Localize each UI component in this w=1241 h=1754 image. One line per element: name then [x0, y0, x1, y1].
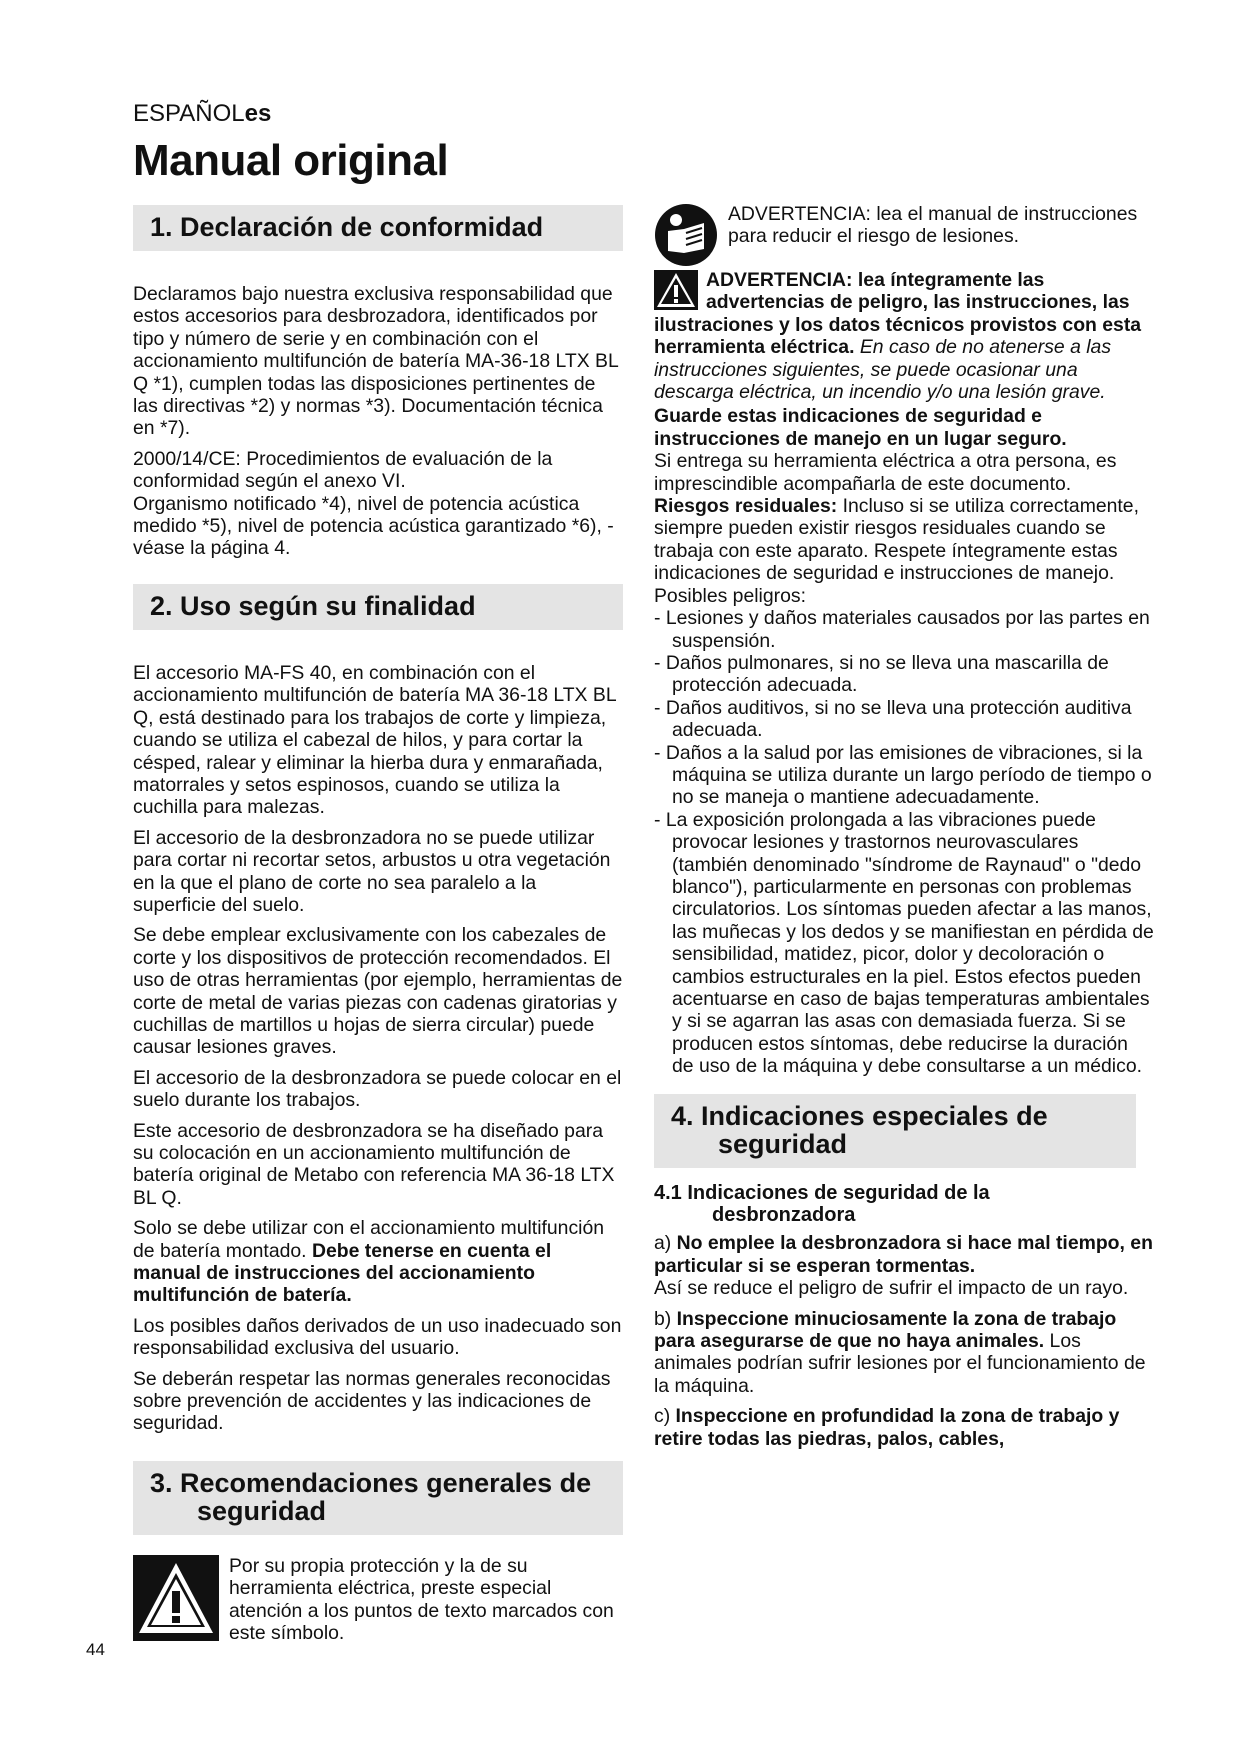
section-2-paragraph [133, 1217, 623, 1307]
section-2-paragraph: Este accesorio de desbronzadora se ha diseñado para su colocación en un accionamiento multifunción de batería original de Metabo con referencia MA 36-18 LTX BL Q. [133, 1119, 615, 1209]
list-item: - La exposición prolongada a las vibraciones puede provocar lesiones y trastornos neurovasculares (también denominado "síndrome de Raynaud" o "dedo blanco"), particularmente en personas con problemas circulatorios. Los síntomas pueden afectar a las manos, las muñecas y los dedos y se manifiestan en pérdida de sensibilidad, matidez, picor, dolor y decoloración o cambios estructurales en la piel. Estos efectos pueden acentuarse en caso de bajas temperaturas ambientales y si se agarran las asas con demasiada fuerza. Si se producen estos síntomas, debe reducirse la duración de uso de la máquina y debe consultarse a un médico. [654, 808, 1154, 1078]
item-text: Los animales podrían sufrir lesiones por el funcionamiento de la máquina. [654, 1330, 1146, 1397]
warning-triangle-icon [133, 1555, 219, 1641]
warning-symbol-note [133, 1555, 623, 1645]
warning-text: Por su propia protección y la de su herramienta eléctrica, preste especial atención a los puntos de texto marcados con este símbolo. [229, 1554, 614, 1645]
heading-line-2: seguridad [197, 1495, 327, 1526]
list-item: - Daños auditivos, si no se lleva una protección auditiva adecuada. [654, 696, 1132, 742]
right-column [654, 203, 1154, 1458]
section-2-paragraph: El accesorio MA-FS 40, en combinación con el accionamiento multifunción de batería MA 36-18 LTX BL Q, está destinado para los trabajos de corte y limpieza, cuando se utiliza el cabezal de hilos, y para cortar la césped, ralear y eliminar la hierba dura y enmarañada, matorrales y setos espinosos, cuando se utiliza la cuchilla para malezas. [133, 661, 616, 819]
handover-text: Si entrega su herramienta eléctrica a otra persona, es imprescindible acompañarla de este documento. [654, 450, 1117, 495]
residual-risks [654, 495, 1154, 585]
section-3-heading [133, 1461, 623, 1535]
item-prefix: b) [654, 1307, 677, 1330]
manual-warning [654, 203, 1154, 267]
residual-label: Riesgos residuales: [654, 495, 838, 518]
item-b [654, 1308, 1154, 1398]
section-2-paragraph: El accesorio de la desbronzadora se puede colocar en el suelo durante los trabajos. [133, 1066, 622, 1112]
possible-hazards-label: Posibles peligros: [654, 584, 806, 607]
item-prefix: c) [654, 1405, 676, 1428]
list-item: - Daños pulmonares, si no se lleva una mascarilla de protección adecuada. [654, 651, 1109, 697]
heading-line-1: 4. Indicaciones especiales de [671, 1100, 1048, 1131]
subhead-line-1: 4.1 Indicaciones de seguridad de la [654, 1181, 990, 1204]
warning-2-italic: En caso de no atenerse a las instrucciones siguientes, se puede ocasionar una descarga eléctrica, un incendio y/o una lesión grave. [654, 336, 1112, 404]
item-prefix: a) [654, 1232, 677, 1255]
section-4-heading [654, 1094, 1136, 1168]
p6-normal: Solo se debe utilizar con el accionamiento multifunción de batería montado. [133, 1217, 605, 1262]
warning-triangle-icon [654, 270, 698, 310]
item-c [654, 1405, 1154, 1450]
keep-instructions: Guarde estas indicaciones de seguridad e instrucciones de manejo en un lugar seguro. [654, 405, 1067, 450]
item-a [654, 1232, 1154, 1277]
subsection-4-1-heading [654, 1182, 1154, 1227]
section-2-paragraph: Los posibles daños derivados de un uso inadecuado son responsabilidad exclusiva del usuario. [133, 1314, 622, 1360]
list-item: - Daños a la salud por las emisiones de vibraciones, si la máquina se utiliza durante un largo período de tiempo o no se maneja o mantiene adecuadamente. [654, 741, 1152, 809]
subhead-line-2: desbronzadora [712, 1204, 856, 1227]
item-bold: No emplee la desbronzadora si hace mal tiempo, en particular si se esperan tormentas. [654, 1232, 1153, 1277]
heading-line-1: 3. Recomendaciones generales de [150, 1467, 592, 1498]
item-bold: Inspeccione en profundidad la zona de trabajo y retire todas las piedras, palos, cables, [654, 1405, 1120, 1450]
page-title: Manual original [133, 136, 449, 185]
hazard-list [654, 607, 1154, 1078]
language-label [133, 100, 271, 128]
list-item: - Lesiones y daños materiales causados por las partes en suspensión. [654, 607, 1150, 652]
residual-text: Incluso si se utiliza correctamente, siempre pueden existir riesgos residuales cuando se trabaja con este aparato. Respete íntegramente estas indicaciones de seguridad e instrucciones de manejo. [654, 495, 1139, 585]
warning-2 [654, 269, 1154, 403]
section-2-paragraph: El accesorio de la desbronzadora no se puede utilizar para cortar ni recortar setos, arbustos u otra vegetación en la que el plano de corte no sea paralelo a la superficie del suelo. [133, 826, 611, 916]
p6-bold: Debe tenerse en cuenta el manual de instrucciones del accionamiento multifunción de batería. [133, 1239, 552, 1307]
section-2-paragraph: Se debe emplear exclusivamente con los cabezales de corte y los dispositivos de protección recomendados. El uso de otras herramientas (por ejemplo, herramientas de corte de metal de varias piezas con cadenas giratorias y cuchillas de martillos u hojas de sierra circular) puede causar lesiones graves. [133, 924, 623, 1059]
read-manual-icon [654, 203, 718, 267]
language-code: es [244, 100, 272, 127]
section-2-paragraph: Se deberán respetar las normas generales reconocidas sobre prevención de accidentes y las indicaciones de seguridad. [133, 1367, 611, 1435]
section-1-heading: 1. Declaración de conformidad [133, 205, 623, 251]
item-a-text: Así se reduce el peligro de sufrir el impacto de un rayo. [654, 1277, 1129, 1300]
section-1-paragraph: Organismo notificado *4), nivel de potencia acústica medido *5), nivel de potencia acústica garantizado *6), - véase la página 4. [133, 492, 614, 560]
manual-warning-text: ADVERTENCIA: lea el manual de instrucciones para reducir el riesgo de lesiones. [728, 203, 1138, 248]
left-column [133, 205, 623, 1645]
page-number: 44 [86, 1640, 105, 1659]
section-2-heading: 2. Uso según su finalidad [133, 584, 623, 630]
warning-2-bold: ADVERTENCIA: lea íntegramente las advertencias de peligro, las instrucciones, las ilustraciones y los datos técnicos provistos con esta herramienta eléctrica. [654, 269, 1142, 359]
section-1-paragraph: 2000/14/CE: Procedimientos de evaluación de la conformidad según el anexo VI. [133, 447, 553, 493]
section-1-paragraph: Declaramos bajo nuestra exclusiva responsabilidad que estos accesorios para desbrozadora, identificados por tipo y número de serie y en combinación con el accionamiento multifunción de batería MA-36-18 LTX BL Q *1), cumplen todas las disposiciones pertinentes de las directivas *2) y normas *3). Documentación técnica en *7). [133, 283, 619, 440]
item-bold: Inspeccione minuciosamente la zona de trabajo para asegurarse de que no haya animales. [654, 1307, 1117, 1353]
language-name: ESPAÑOL [133, 100, 245, 127]
heading-line-2: seguridad [718, 1128, 848, 1159]
